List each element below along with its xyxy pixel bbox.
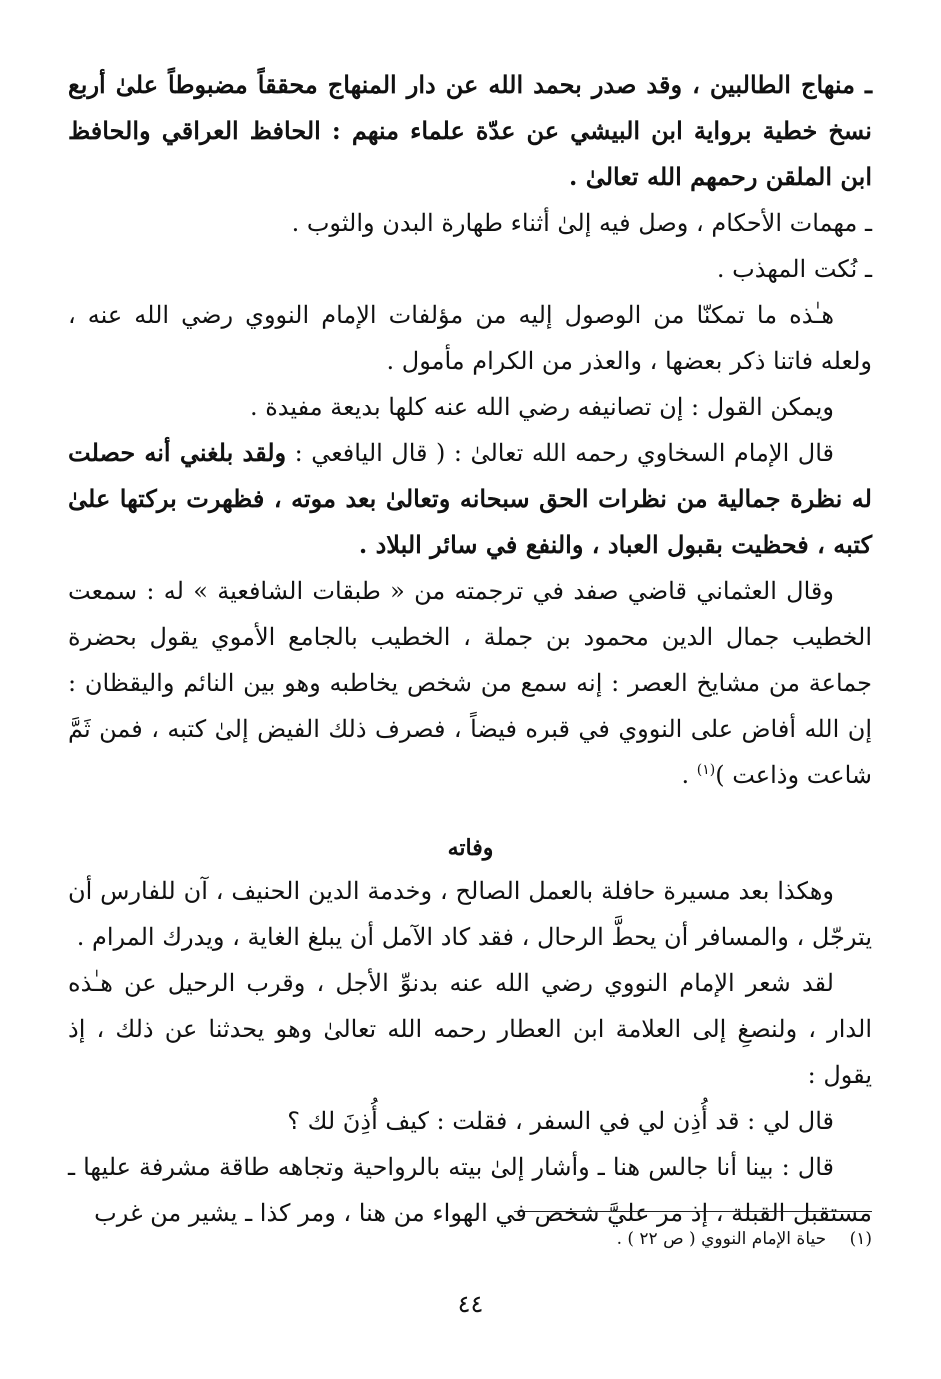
footnote-divider xyxy=(514,1211,872,1212)
footnote xyxy=(380,1222,872,1256)
footnote-text: حياة الإمام النووي ( ص ٢٢ ) . xyxy=(616,1229,827,1249)
paragraph-muhimmat: ـ مهمات الأحكام ، وصل فيه إلىٰ أثناء طهارة البدن والثوب . xyxy=(291,209,872,237)
footnote-number: (١) xyxy=(849,1229,872,1249)
uthmani-end: . xyxy=(681,761,697,789)
paragraph-works-summary: هـٰذه ما تمكنّا من الوصول إليه من مؤلفات الإمام النووي رضي الله عنه ، ولعله فاتنا ذكر بعضها ، والعذر من الكرام مأمول . xyxy=(68,301,872,375)
paragraph-sakhawi-quote xyxy=(68,430,872,568)
paragraph-ibn-attar: لقد شعر الإمام النووي رضي الله عنه بدنوِّ الأجل ، وقرب الرحيل عن هـٰذه الدار ، ولنصغِ إلى العلامة ابن العطار رحمه الله تعالىٰ وهو يحدثنا عن ذلك ، إذ يقول : xyxy=(68,969,872,1089)
section-heading-death: وفاته xyxy=(447,835,494,861)
body-text-bottom xyxy=(68,868,872,1236)
paragraph-permission: قال لي : قد أُذِن لي في السفر ، فقلت : كيف أُذِنَ لك ؟ xyxy=(287,1107,834,1135)
footnote-reference: (١) xyxy=(696,762,716,778)
sakhawi-intro: قال الإمام السخاوي رحمه الله تعالىٰ : ( قال اليافعي : xyxy=(286,439,834,467)
paragraph-journey: وهكذا بعد مسيرة حافلة بالعمل الصالح ، وخدمة الدين الحنيف ، آن للفارس أن يترجّل ، والمسافر أن يحطَّ الرحال ، فقد كاد الآمل أن يبلغ الغاية ، ويدرك المرام . xyxy=(68,877,872,951)
paragraph-works-praise: ويمكن القول : إن تصانيفه رضي الله عنه كلها بديعة مفيدة . xyxy=(249,393,834,421)
page-number: ٤٤ xyxy=(457,1290,484,1318)
uthmani-text: وقال العثماني قاضي صفد في ترجمته من « طبقات الشافعية » له : سمعت الخطيب جمال الدين محمود بن جملة ، الخطيب بالجامع الأموي يقول بحضرة جماعة من مشايخ العصر : إنه سمع من شخص يخاطبه وهو بين النائم واليقظان : إن الله أفاض على النووي في قبره فيضاً ، فصرف ذلك الفيض إلىٰ كتبه ، فمن ثَمَّ شاعت وذاعت ) xyxy=(68,577,872,789)
paragraph-minhaj: ـ منهاج الطالبين ، وقد صدر بحمد الله عن دار المنهاج محققاً مضبوطاً علىٰ أربع نسخ خطية برواية ابن البيشي عن عدّة علماء منهم : الحافظ العراقي والحافظ ابن الملقن رحمهم الله تعالىٰ . xyxy=(68,70,872,191)
paragraph-vision: قال : بينا أنا جالس هنا ـ وأشار إلىٰ بيته بالرواحية وتجاهه طاقة مشرفة عليها ـ مستقبل القبلة ، إذ مر عليَّ شخص في الهواء من هنا ، ومر كذا ـ يشير من غرب xyxy=(68,1153,872,1227)
body-text-top xyxy=(68,62,872,798)
paragraph-uthmani-quote xyxy=(68,568,872,798)
yafii-quote: ولقد بلغني أنه حصلت له نظرة جمالية من نظرات الحق سبحانه وتعالىٰ بعد موته ، فظهرت بركتها علىٰ كتبه ، فحظيت بقبول العباد ، والنفع في سائر البلاد . xyxy=(68,438,872,559)
paragraph-nukat: ـ نُكت المهذب . xyxy=(716,255,872,283)
